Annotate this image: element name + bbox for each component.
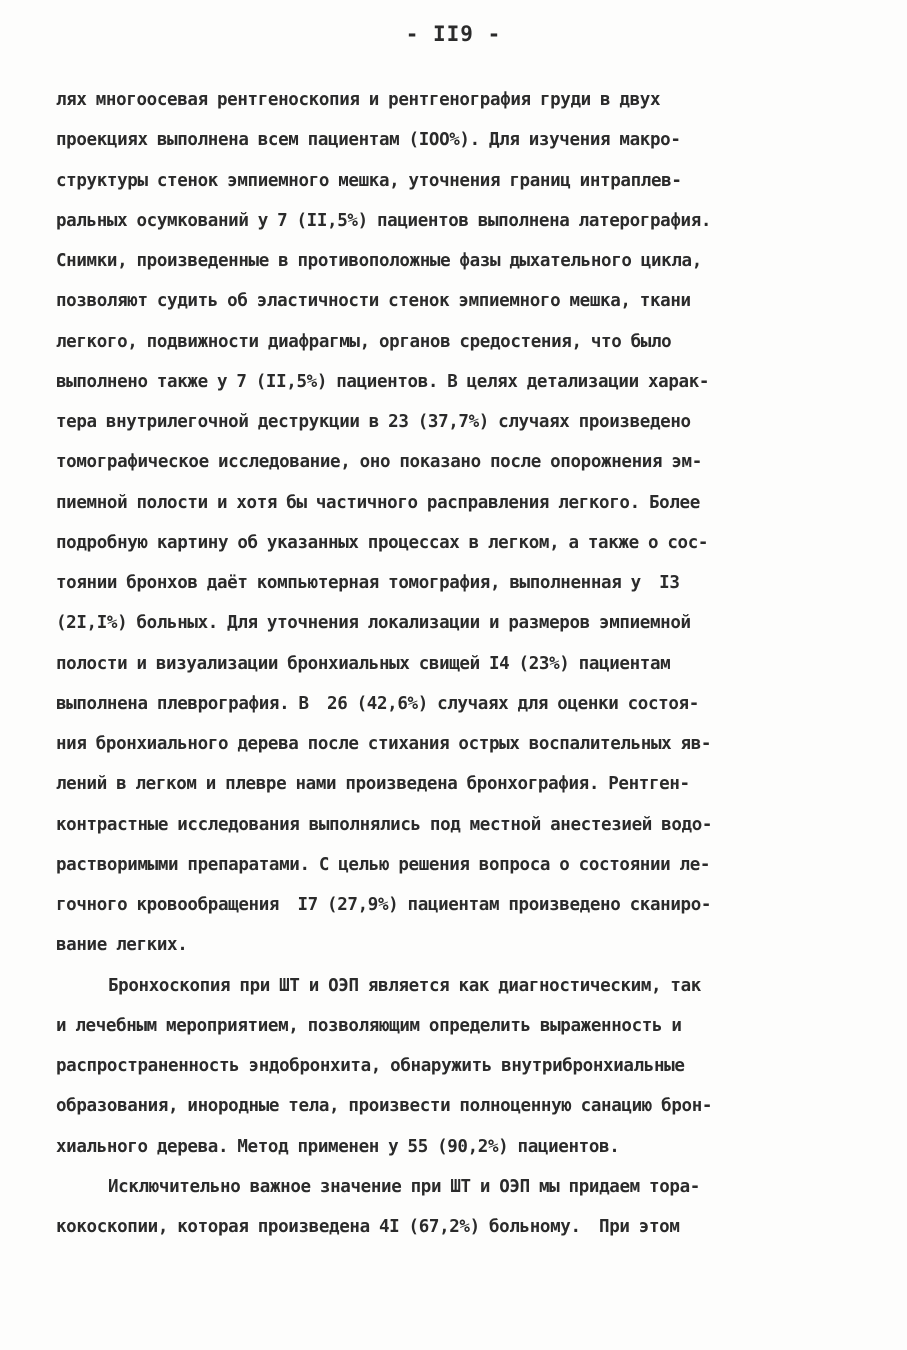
- text-line: выполнена плеврография. В 26 (42,6%) случаях для оценки состоя-: [56, 693, 699, 714]
- text-line: подробную картину об указанных процессах в легком, а также о сос-: [56, 532, 709, 553]
- text-line: кокоскопии, которая произведена 4I (67,2%) больному. При этом: [56, 1217, 680, 1237]
- text-line: легкого, подвижности диафрагмы, органов средостения, что было: [56, 331, 672, 352]
- text-line: Бронхоскопия при ШТ и ОЭП является как диагностическим, так: [108, 975, 701, 996]
- text-line: тоянии бронхов даёт компьютерная томография, выполненная у I3: [56, 573, 680, 593]
- text-line: распространенность эндобронхита, обнаружить внутрибронхиальные: [56, 1056, 685, 1076]
- text-line: позволяют судить об эластичности стенок эмпиемного мешка, ткани: [56, 291, 691, 312]
- text-line: ральных осумкований у 7 (II,5%) пациентов выполнена латерография.: [56, 210, 712, 231]
- text-line: структуры стенок эмпиемного мешка, уточнения границ интраплев-: [56, 170, 682, 191]
- text-line: лений в легком и плевре нами произведена бронхография. Рентген-: [56, 774, 690, 795]
- text-line: лях многоосевая рентгеноскопия и рентгенография груди в двух: [56, 90, 661, 110]
- text-line: хиального дерева. Метод применен у 55 (90,2%) пациентов.: [56, 1136, 620, 1157]
- text-line: образования, инородные тела, произвести полноценную санацию брон-: [56, 1096, 713, 1117]
- body-text: [56, 80, 856, 1247]
- text-line: томографическое исследование, оно показано после опорожнения эм-: [56, 452, 702, 473]
- text-line: полости и визуализации бронхиальных свищей I4 (23%) пациентам: [56, 653, 671, 674]
- text-line: пиемной полости и хотя бы частичного расправления легкого. Более: [56, 492, 700, 513]
- text-line: выполнено также у 7 (II,5%) пациентов. В целях детализации харак-: [56, 371, 710, 392]
- page-number: - II9 -: [405, 22, 502, 46]
- text-line: Снимки, произведенные в противоположные фазы дыхательного цикла,: [56, 251, 702, 271]
- text-line: гочного кровообращения I7 (27,9%) пациентам произведено сканиро-: [56, 895, 712, 915]
- text-line: растворимыми препаратами. С целью решения вопроса о состоянии ле-: [56, 854, 711, 875]
- text-line: ния бронхиального дерева после стихания острых воспалительных яв-: [56, 734, 712, 754]
- text-line: тера внутрилегочной деструкции в 23 (37,7%) случаях произведено: [56, 412, 691, 432]
- text-line: вание легких.: [56, 935, 188, 956]
- text-line: проекциях выполнена всем пациентам (IOO%). Для изучения макро-: [56, 130, 681, 151]
- text-line: и лечебным мероприятием, позволяющим определить выраженность и: [56, 1015, 682, 1036]
- text-line: Исключительно важное значение при ШТ и ОЭП мы придаем тора-: [108, 1176, 700, 1197]
- text-line: контрастные исследования выполнялись под местной анестезией водо-: [56, 814, 713, 835]
- text-line: (2I,I%) больных. Для уточнения локализации и размеров эмпиемной: [56, 613, 691, 634]
